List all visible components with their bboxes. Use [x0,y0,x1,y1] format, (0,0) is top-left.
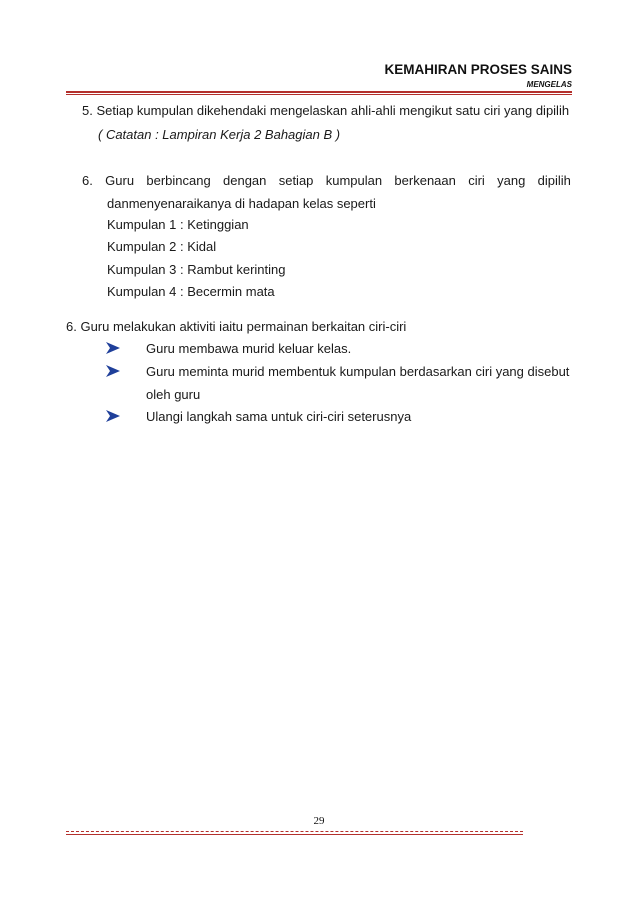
arrow-bullet-icon [106,342,120,354]
group-item: Kumpulan 4 : Becermin mata [107,284,275,299]
header-rule [66,91,572,93]
item-6-word: 6. [82,173,93,188]
header-title: KEMAHIRAN PROSES SAINS [384,62,572,77]
item-6-second-line: danmenyenaraikanya di hadapan kelas seperti [107,196,376,211]
group-item: Kumpulan 2 : Kidal [107,239,217,254]
item-6b-text: 6. Guru melakukan aktiviti iaitu permainan berkaitan ciri-ciri [66,319,407,334]
item-6-word: ciri [468,173,485,188]
bullet-text: Ulangi langkah sama untuk ciri-ciri seterusnya [146,409,412,424]
item-5-note: ( Catatan : Lampiran Kerja 2 Bahagian B ) [98,127,341,142]
item-6-word: berkenaan [394,173,456,188]
arrow-bullet-icon [106,410,120,422]
item-6-first-line [82,173,571,189]
item-6-word: setiap [278,173,314,188]
bullet-text-continued: oleh guru [146,387,201,402]
arrow-bullet-icon [106,365,120,377]
footer-dashed-rule [66,831,523,832]
bullet-text: Guru meminta murid membentuk kumpulan berdasarkan ciri yang disebut [146,364,570,379]
item-6-word: Guru [105,173,135,188]
header-rule-thin [66,94,572,95]
group-item: Kumpulan 1 : Ketinggian [107,217,249,232]
item-6-word: yang [497,173,526,188]
header-subtitle: MENGELAS [526,80,572,89]
footer-rule [66,834,523,835]
item-6-word: dengan [223,173,267,188]
page-number: 29 [313,815,325,827]
item-5-text: 5. Setiap kumpulan dikehendaki mengelaskan ahli-ahli mengikut satu ciri yang dipilih [82,103,570,118]
item-6-word: berbincang [146,173,211,188]
group-item: Kumpulan 3 : Rambut kerinting [107,262,286,277]
item-6-word: kumpulan [325,173,383,188]
bullet-text: Guru membawa murid keluar kelas. [146,341,352,356]
item-6-word: dipilih [537,173,571,188]
